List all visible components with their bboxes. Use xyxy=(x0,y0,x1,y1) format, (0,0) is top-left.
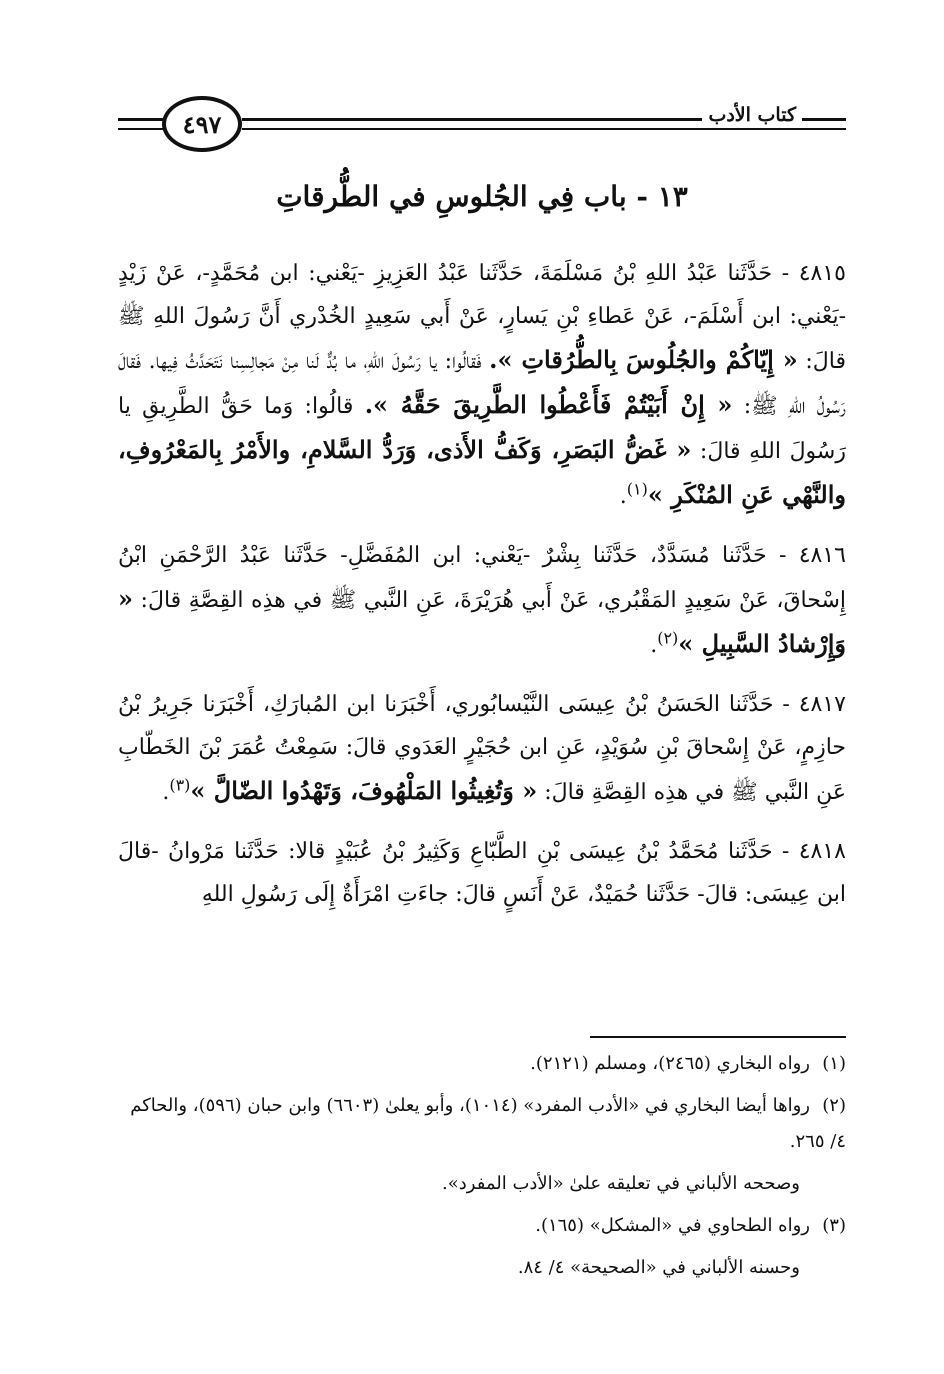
footnote-text: رواه الطحاوي في «المشكل» (١٦٥). xyxy=(535,1215,810,1236)
page-number: ٤٩٧ xyxy=(162,96,242,152)
chapter-title: ١٣ - باب فِي الجُلوسِ في الطُّرقاتِ xyxy=(276,180,688,213)
main-text xyxy=(118,252,846,932)
hadith-4815 xyxy=(118,252,846,518)
hadith-4816 xyxy=(118,534,846,667)
footnote-2 xyxy=(118,1088,846,1160)
hadith-end: . xyxy=(619,484,627,509)
hadith-matn: « غَضُّ البَصَرِ، وَكَفُّ الأَذى، وَرَدُّ السَّلامِ، والأَمْرُ بِالمَعْرُوفِ، والنَّهْي عَنِ المُنْكَرِ » xyxy=(118,435,846,509)
footnote-ref[interactable]: (٣) xyxy=(169,775,191,795)
footnote-ref[interactable]: (١) xyxy=(626,479,648,499)
hadith-4818 xyxy=(118,830,846,916)
hadith-end: . xyxy=(650,633,658,658)
hadith-matn: « إِنْ أَبَيْتُمْ فَأَعْطُوا الطَّرِيقَ حَقَّهُ ». xyxy=(364,390,733,419)
hadith-text: قالُوا: وَما حَقُّ الطَّرِيقِ يا رَسُولَ اللهِ قالَ: xyxy=(118,394,846,464)
hadith-text: فَقالُوا: يا رَسُولَ اللهِ، ما بُدٌّ لَنا مِنْ مَجالِسِنا نَتَحَدَّثُ فِيها. فَقالَ رَسُولُ اللهِ ﷺ: xyxy=(118,349,846,419)
hadith-matn: « وَتُغِيثُوا المَلْهُوفَ، وَتَهْدُوا الضّالَّ » xyxy=(190,776,538,805)
footnote-3-continuation: وحسنه الألباني في «الصحيحة» ٤/ ٨٤. xyxy=(517,1257,800,1278)
footnote-number: (٢) xyxy=(822,1095,846,1116)
footnote-2-continuation: وصححه الألباني في تعليقه علىٰ «الأدب المفرد». xyxy=(442,1173,800,1194)
footnotes xyxy=(118,1046,846,1292)
hadith-end: . xyxy=(162,780,170,805)
footnote-number: (١) xyxy=(822,1053,846,1074)
hadith-text: ٤٨١٥ - حَدَّثَنا عَبْدُ اللهِ بْنُ مَسْلَمَةَ، حَدَّثَنا عَبْدُ العَزِيزِ -يَعْني: ابن مُحَمَّدٍ-، عَنْ زَيْدٍ -يَعْني: ابن أَسْلَمَ-، عَنْ عَطاءِ بْنِ يَسارٍ، عَنْ أَبي سَعِيدٍ الخُدْري أَنَّ رَسُولَ اللهِ ﷺ قالَ: xyxy=(118,261,846,374)
hadith-text: ٤٨١٦ - حَدَّثَنا مُسَدَّدٌ، حَدَّثَنا بِشْرٌ -يَعْني: ابن المُفَضَّلِ- حَدَّثَنا عَبْدُ الرَّحْمَنِ ابْنُ إِسْحاقَ، عَنْ سَعِيدٍ المَقْبُري، عَنْ أَبي هُرَيْرَةَ، عَنِ النَّبي ﷺ في هذِه القِصَّةِ قالَ: xyxy=(118,543,846,613)
hadith-matn: « إِيّاكُمْ والجُلُوسَ بِالطُّرُقاتِ ». xyxy=(489,345,798,374)
footnote-text: رواه البخاري (٢٤٦٥)، ومسلم (٢١٢١). xyxy=(530,1053,810,1074)
footnote-text: رواها أيضا البخاري في «الأدب المفرد» (١٠١٤)، وأبو يعلىٰ (٦٦٠٣) وابن حبان (٥٩٦)، والحاكم ٤/ ٢٦٥. xyxy=(130,1095,846,1152)
footnote-separator xyxy=(590,1036,846,1038)
footnote-3 xyxy=(118,1208,846,1244)
footnote-1 xyxy=(118,1046,846,1082)
hadith-matn: « وَإِرْشادُ السَّبِيلِ » xyxy=(118,584,846,658)
footnote-number: (٣) xyxy=(822,1215,846,1236)
hadith-4817 xyxy=(118,683,846,814)
hadith-text: ٤٨١٨ - حَدَّثَنا مُحَمَّدُ بْنُ عِيسَى بْنِ الطَّبّاعِ وَكَثِيرُ بْنُ عُبَيْدٍ قالا: حَدَّثَنا مَرْوانُ -قالَ ابن عِيسَى: قالَ- حَدَّثَنا حُمَيْدٌ، عَنْ أَنَسٍ قالَ: جاءَتِ امْرَأَةٌ إِلَى رَسُولِ اللهِ xyxy=(118,839,846,907)
footnote-ref[interactable]: (٢) xyxy=(657,628,679,648)
hadith-text: ٤٨١٧ - حَدَّثَنا الحَسَنُ بْنُ عِيسَى النَّيْسابُوري، أَخْبَرَنا ابن المُبارَكِ، أَخْبَرَنا جَرِيرُ بْنُ حازِمٍ، عَنْ إِسْحاقَ بْنِ سُوَيْدٍ، عَنِ ابن حُجَيْرٍ العَدَوي قالَ: سَمِعْتُ عُمَرَ بْنَ الخَطّابِ عَنِ النَّبي ﷺ في هذِه القِصَّةِ قالَ: xyxy=(118,692,846,805)
running-header xyxy=(118,92,846,162)
header-rule-right-thin xyxy=(242,128,846,130)
book-title: كتاب الأدب xyxy=(702,104,802,126)
